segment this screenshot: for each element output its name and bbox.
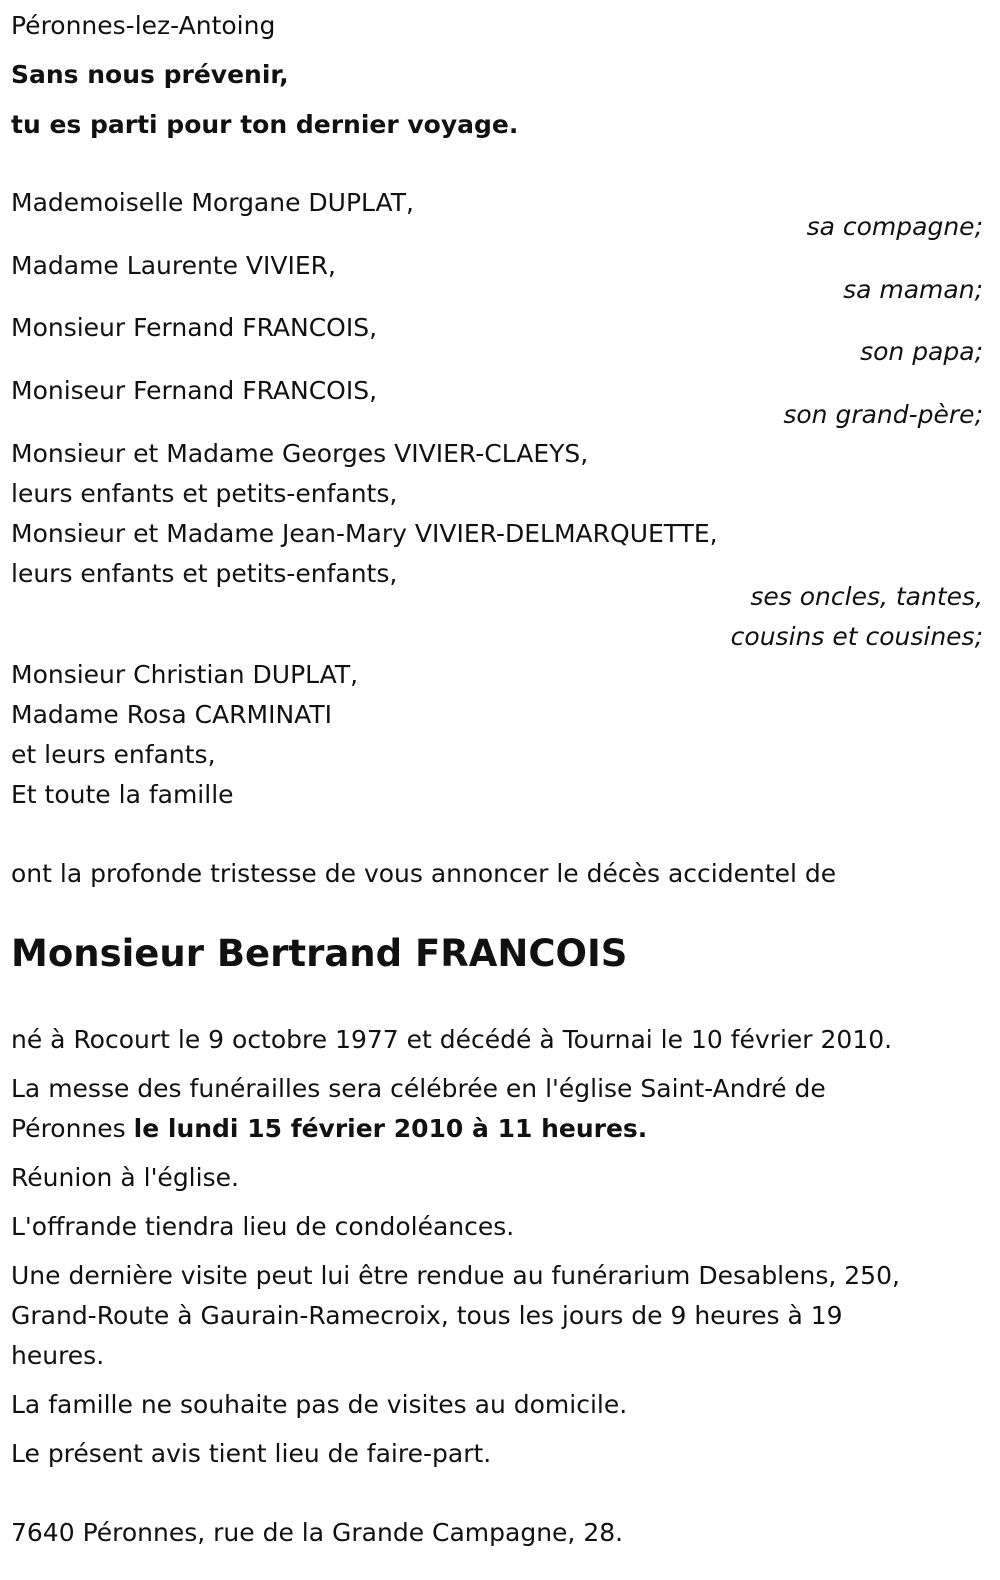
quote-line-1: Sans nous prévenir, [11,60,289,89]
family-member-6-line-1: Monsieur Christian DUPLAT, [11,660,359,689]
family-member-4: Moniseur Fernand FRANCOIS, [11,376,378,405]
offering-line: L'offrande tiendra lieu de condoléances. [11,1212,515,1241]
no-home-visits-line: La famille ne souhaite pas de visites au domicile. [11,1390,628,1419]
relation-2: sa maman; [843,275,983,304]
deceased-name: Monsieur Bertrand FRANCOIS [11,932,628,975]
birth-death-line: né à Rocourt le 9 octobre 1977 et décédé à Tournai le 10 février 2010. [11,1025,893,1054]
mass-line-2-prefix: Péronnes [11,1114,126,1143]
address-line: 7640 Péronnes, rue de la Grande Campagne, 28. [11,1518,624,1547]
place-name: Péronnes-lez-Antoing [11,11,276,40]
family-member-6-line-2: Madame Rosa CARMINATI [11,700,332,729]
visit-line-1: Une dernière visite peut lui être rendue au funérarium Desablens, 250, [11,1261,900,1290]
family-member-5-line-4: leurs enfants et petits-enfants, [11,559,398,588]
family-member-5-line-3: Monsieur et Madame Jean-Mary VIVIER-DELMARQUETTE, [11,519,718,548]
relation-3: son papa; [860,337,983,366]
visit-line-3: heures. [11,1341,105,1370]
family-member-5-line-1: Monsieur et Madame Georges VIVIER-CLAEYS, [11,439,589,468]
relation-5-line-1: ses oncles, tantes, [750,582,983,611]
announcement: ont la profonde tristesse de vous annoncer le décès accidentel de [11,859,837,888]
mass-date-time: le lundi 15 février 2010 à 11 heures. [133,1114,648,1143]
reunion-line: Réunion à l'église. [11,1163,239,1192]
notice-line: Le présent avis tient lieu de faire-part. [11,1439,492,1468]
visit-line-2: Grand-Route à Gaurain-Ramecroix, tous les jours de 9 heures à 19 [11,1301,843,1330]
family-member-5-line-2: leurs enfants et petits-enfants, [11,479,398,508]
mass-line-2 [11,1116,647,1141]
quote-line-2: tu es parti pour ton dernier voyage. [11,110,519,139]
family-member-2: Madame Laurente VIVIER, [11,251,336,280]
family-member-1: Mademoiselle Morgane DUPLAT, [11,188,414,217]
relation-1: sa compagne; [806,212,983,241]
mass-line-1: La messe des funérailles sera célébrée en l'église Saint-André de [11,1074,826,1103]
relation-5-line-2: cousins et cousines; [730,622,983,651]
family-member-6-line-4: Et toute la famille [11,780,234,809]
family-member-3: Monsieur Fernand FRANCOIS, [11,313,378,342]
relation-4: son grand-père; [783,400,983,429]
family-member-6-line-3: et leurs enfants, [11,740,216,769]
